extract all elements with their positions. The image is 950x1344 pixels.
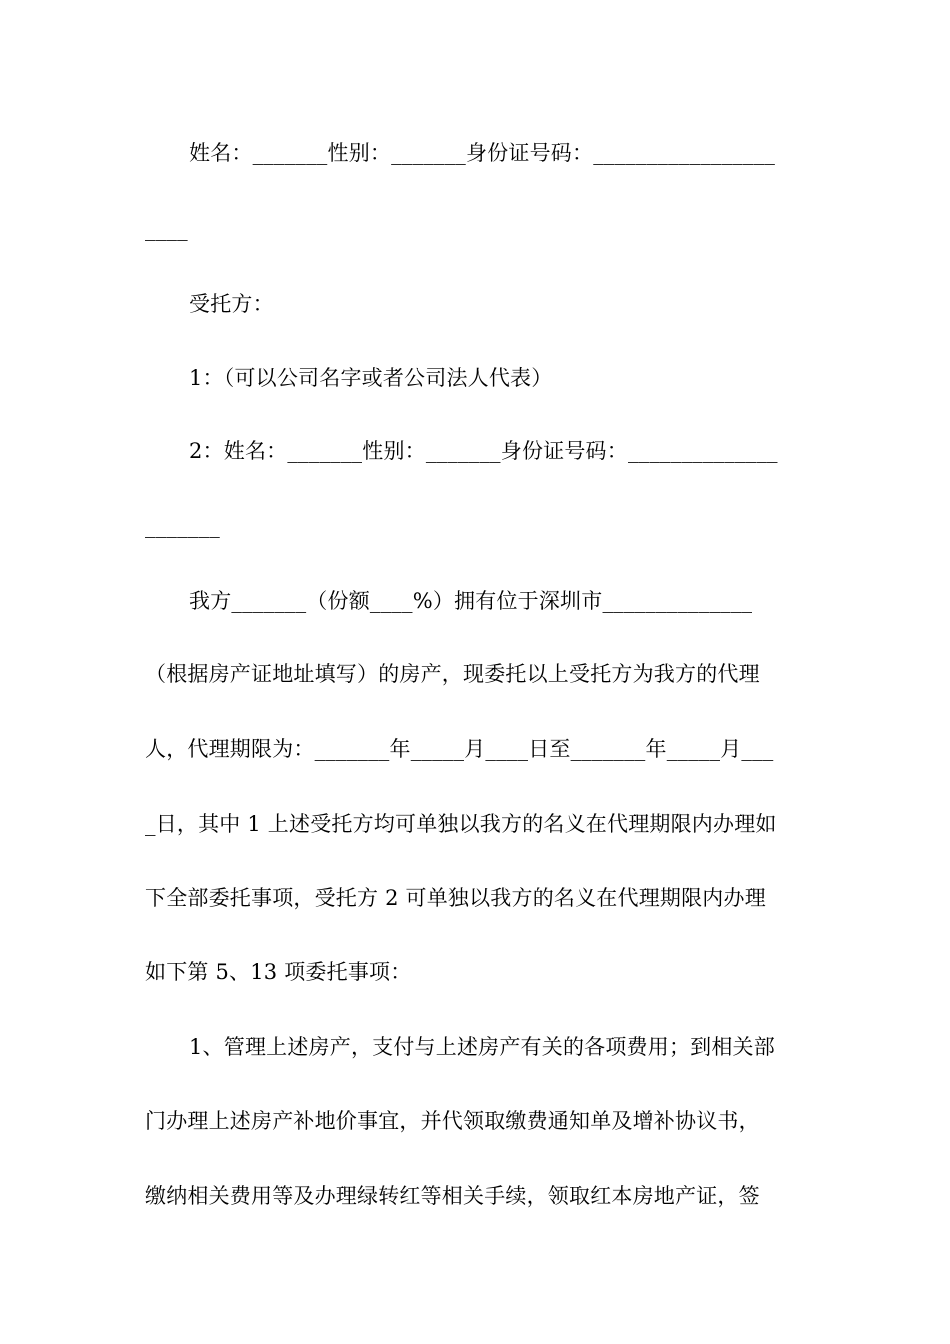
body-paragraph-line: 人，代理期限为：_______年_____月____日至_______年_____月___ [145, 737, 774, 761]
item-1-line: 1、管理上述房产，支付与上述房产有关的各项费用；到相关部 [189, 1035, 775, 1059]
principal-info-continuation: ____ [145, 217, 188, 241]
principal-info-line: 姓名：_______性别：_______身份证号码：_________________ [189, 141, 776, 165]
agent-2-line: 2：姓名：_______性别：_______身份证号码：______________ [189, 439, 778, 463]
body-paragraph-line: 下全部委托事项，受托方 2 可单独以我方的名义在代理期限内办理 [145, 886, 766, 910]
item-1-line: 门办理上述房产补地价事宜，并代领取缴费通知单及增补协议书， [145, 1109, 760, 1133]
body-paragraph-line: （根据房产证地址填写）的房产，现委托以上受托方为我方的代理 [145, 662, 760, 686]
body-paragraph-line: 我方_______（份额____%）拥有位于深圳市______________ [189, 589, 753, 613]
agent-2-continuation: _______ [145, 514, 220, 538]
body-paragraph-line: 如下第 5、13 项委托事项： [145, 960, 412, 984]
agent-heading: 受托方： [189, 292, 274, 316]
body-paragraph-line: _日，其中 1 上述受托方均可单独以我方的名义在代理期限内办理如 [145, 812, 777, 836]
agent-1-line: 1：（可以公司名字或者公司法人代表） [189, 366, 553, 390]
item-1-line: 缴纳相关费用等及办理绿转红等相关手续，领取红本房地产证，签 [145, 1184, 760, 1208]
